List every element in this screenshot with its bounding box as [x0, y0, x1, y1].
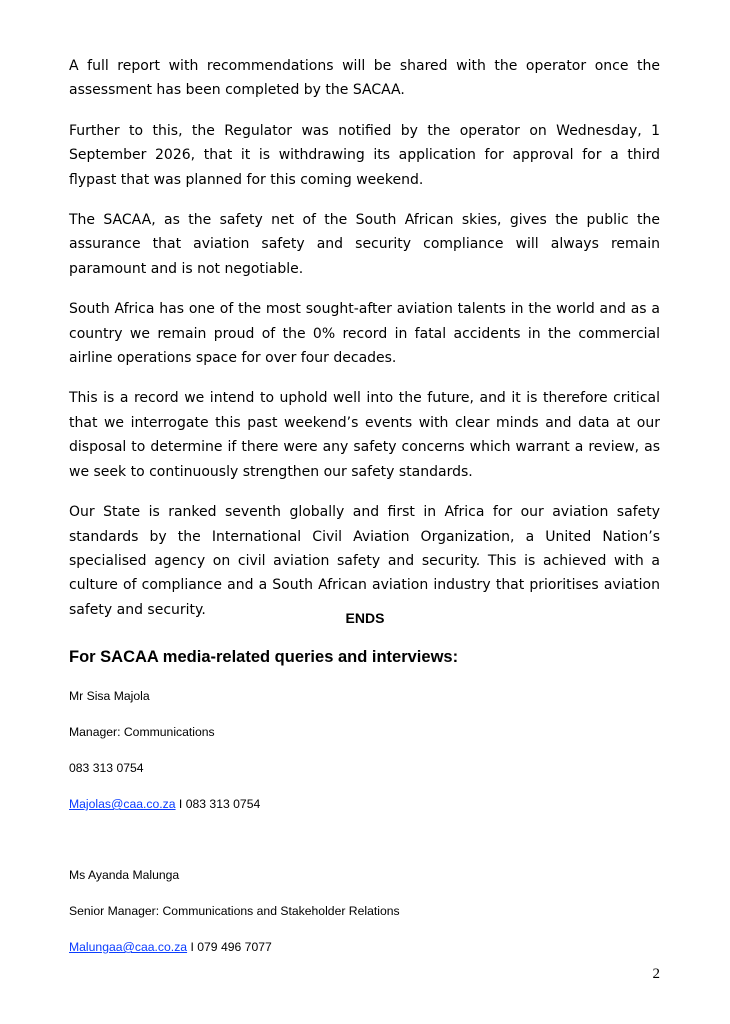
contact-2-email-suffix: I 079 496 7077: [187, 940, 272, 954]
press-release-body: [69, 54, 660, 638]
contact-2-email-line: [69, 940, 272, 954]
ends-marker: ENDS: [345, 610, 385, 626]
contact-1-email-line: [69, 797, 260, 811]
contact-1-name: Mr Sisa Majola: [69, 689, 150, 703]
contact-2-name: Ms Ayanda Malunga: [69, 868, 180, 882]
paragraph-report: A full report with recommendations will be shared with the operator once the assessment has been completed by the SACAA.: [69, 58, 660, 99]
contact-1-phone: 083 313 0754: [69, 761, 144, 775]
paragraph-withdrawal: Further to this, the Regulator was notified by the operator on Wednesday, 1 September 2026, that it is withdrawing its application for approval for a third flypast that was planned for this coming weekend.: [69, 122, 660, 188]
page-number: 2: [652, 966, 660, 982]
contact-2-email-link[interactable]: Malungaa@caa.co.za: [69, 940, 188, 954]
paragraph-review: This is a record we intend to uphold well into the future, and it is therefore critical that we interrogate this past weekend’s events with clear minds and data at our disposal to determine if there were any safety concerns which warrant a review, as we seek to continuously strengthen our safety standards.: [69, 390, 660, 480]
contact-1-email-suffix: I 083 313 0754: [175, 797, 261, 811]
paragraph-ranking: Our State is ranked seventh globally and first in Africa for our aviation safety standards by the International Civil Aviation Organization, a United Nation’s specialised agency on civil aviation safety and security. This is achieved with a culture of compliance and a South African aviation industry that prioritises aviation safety and security.: [69, 504, 660, 618]
contact-2-title: Senior Manager: Communications and Stakeholder Relations: [69, 904, 400, 918]
contact-1-email-link[interactable]: Majolas@caa.co.za: [69, 797, 176, 811]
paragraph-record: South Africa has one of the most sought-after aviation talents in the world and as a country we remain proud of the 0% record in fatal accidents in the commercial airline operations space for over four decades.: [69, 301, 660, 367]
paragraph-assurance: The SACAA, as the safety net of the South African skies, gives the public the assurance that aviation safety and security compliance will always remain paramount and is not negotiable.: [69, 212, 660, 277]
contact-1-title: Manager: Communications: [69, 725, 215, 739]
contacts-heading: For SACAA media-related queries and interviews:: [69, 648, 459, 666]
